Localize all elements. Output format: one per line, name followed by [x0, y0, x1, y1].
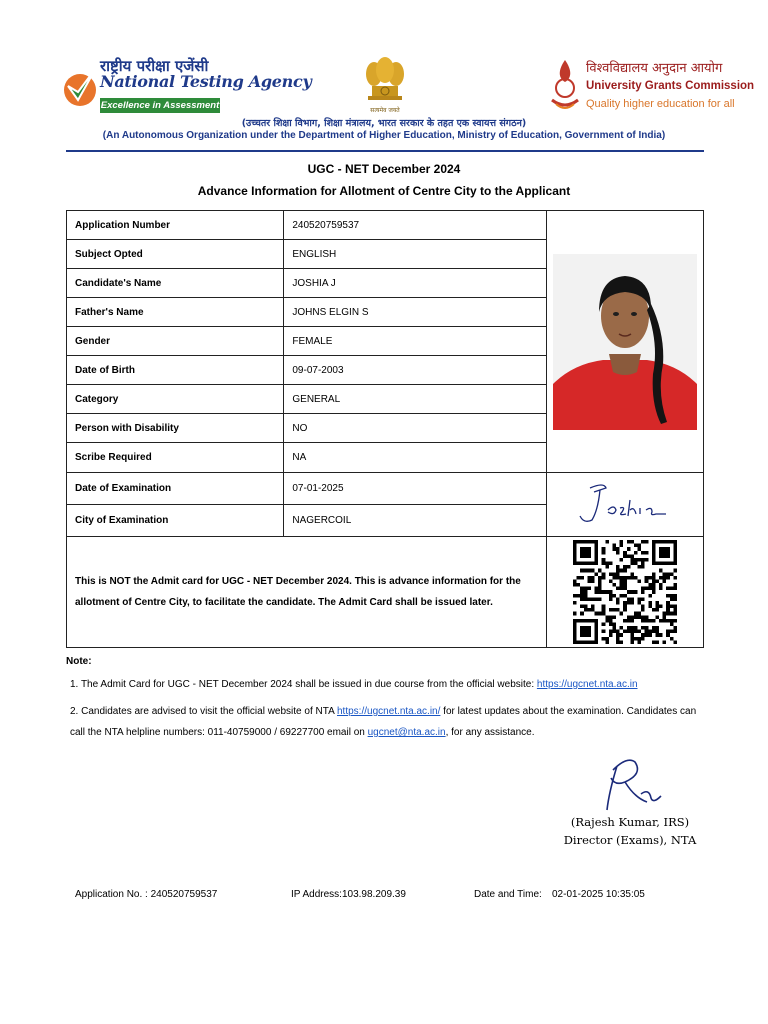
note-item-1 — [70, 679, 638, 690]
nta-website-link[interactable]: https://ugcnet.nta.ac.in/ — [337, 706, 441, 717]
field-label: Gender — [67, 327, 284, 356]
note-2-text-b: for latest updates about the examination. Candidates can call the NTA helpline numbers: 011-40759000 / 69227700 email on — [70, 706, 697, 738]
photo-cell — [547, 211, 704, 473]
nta-english-name: National Testing Agency — [100, 72, 312, 91]
field-label: Date of Examination — [67, 473, 284, 505]
note-item-2 — [70, 701, 710, 743]
field-value: JOSHIA J — [284, 269, 547, 298]
candidate-details-table — [66, 210, 704, 648]
field-label: Date of Birth — [67, 356, 284, 385]
director-signature — [555, 752, 705, 812]
qr-code-cell — [547, 537, 704, 648]
ugcnet-website-link[interactable]: https://ugcnet.nta.ac.in — [536, 679, 638, 690]
field-label: Subject Opted — [67, 240, 284, 269]
nta-checkmark-icon — [62, 64, 98, 112]
header-divider — [66, 150, 704, 152]
nta-hindi-name: राष्ट्रीय परीक्षा एजेंसी — [100, 57, 209, 75]
field-value: GENERAL — [284, 385, 547, 414]
candidate-photo — [553, 254, 697, 430]
signature-cell — [547, 473, 704, 537]
director-signature-scribble — [555, 752, 705, 814]
national-emblem — [360, 56, 410, 118]
subtitle-hindi: (उच्चतर शिक्षा विभाग, शिक्षा मंत्रालय, भारत सरकार के तहत एक स्वायत्त संगठन) — [241, 118, 527, 129]
qr-code[interactable] — [570, 540, 680, 644]
footer-datetime-value: 02-01-2025 10:35:05 — [552, 889, 645, 900]
document-title: Advance Information for Allotment of Centre City to the Applicant — [197, 184, 571, 198]
field-value: JOHNS ELGIN S — [284, 298, 547, 327]
subtitle-english: (An Autonomous Organization under the Department of Higher Education, Ministry of Education, Government of India) — [102, 130, 666, 141]
table-row — [67, 473, 704, 505]
candidate-signature — [570, 480, 680, 530]
field-value: NA — [284, 443, 547, 473]
table-row — [67, 537, 704, 648]
ugc-hindi-name: विश्वविद्यालय अनुदान आयोग — [586, 61, 723, 76]
footer-datetime-label: Date and Time: — [474, 889, 542, 900]
email-link[interactable]: ugcnet@nta.ac.in — [367, 727, 446, 738]
field-label: Application Number — [67, 211, 284, 240]
field-value: NO — [284, 414, 547, 443]
field-value: 09-07-2003 — [284, 356, 547, 385]
ashoka-emblem-icon — [360, 56, 410, 108]
field-label: Person with Disability — [67, 414, 284, 443]
note-2-text-a: 2. Candidates are advised to visit the official website of NTA — [70, 706, 337, 717]
ugc-logo — [548, 56, 755, 116]
note-2-text-c: , for any assistance. — [445, 727, 535, 738]
nta-tagline: Excellence in Assessment — [100, 100, 220, 111]
field-value: NAGERCOIL — [284, 505, 547, 537]
ugc-tagline: Quality higher education for all — [586, 98, 735, 110]
director-title: Director (Exams), NTA — [563, 833, 697, 847]
note-1-text: 1. The Admit Card for UGC - NET December 2024 shall be issued in due course from the official website: — [70, 679, 537, 690]
field-label: Candidate's Name — [67, 269, 284, 298]
field-label: City of Examination — [67, 505, 284, 537]
ugc-lamp-icon — [548, 56, 582, 112]
note-heading: Note: — [66, 656, 92, 667]
notice-text: This is NOT the Admit card for UGC - NET December 2024. This is advance information for the allotment of Centre City, to facilitate the candidate. The Admit Card shall be issued later. — [67, 537, 547, 648]
ugc-english-name: University Grants Commission — [586, 80, 755, 92]
exam-title: UGC - NET December 2024 — [307, 162, 461, 176]
footer-ip-address: IP Address:103.98.209.39 — [291, 889, 406, 900]
field-label: Scribe Required — [67, 443, 284, 473]
field-value: FEMALE — [284, 327, 547, 356]
nta-logo — [62, 56, 312, 116]
field-label: Category — [67, 385, 284, 414]
field-label: Father's Name — [67, 298, 284, 327]
field-value: 07-01-2025 — [284, 473, 547, 505]
director-name: (Rajesh Kumar, IRS) — [570, 815, 690, 829]
emblem-motto: सत्यमेव जयते — [370, 107, 400, 114]
field-value: ENGLISH — [284, 240, 547, 269]
footer-application-no: Application No. : 240520759537 — [75, 889, 218, 900]
table-row — [67, 211, 704, 240]
field-value: 240520759537 — [284, 211, 547, 240]
